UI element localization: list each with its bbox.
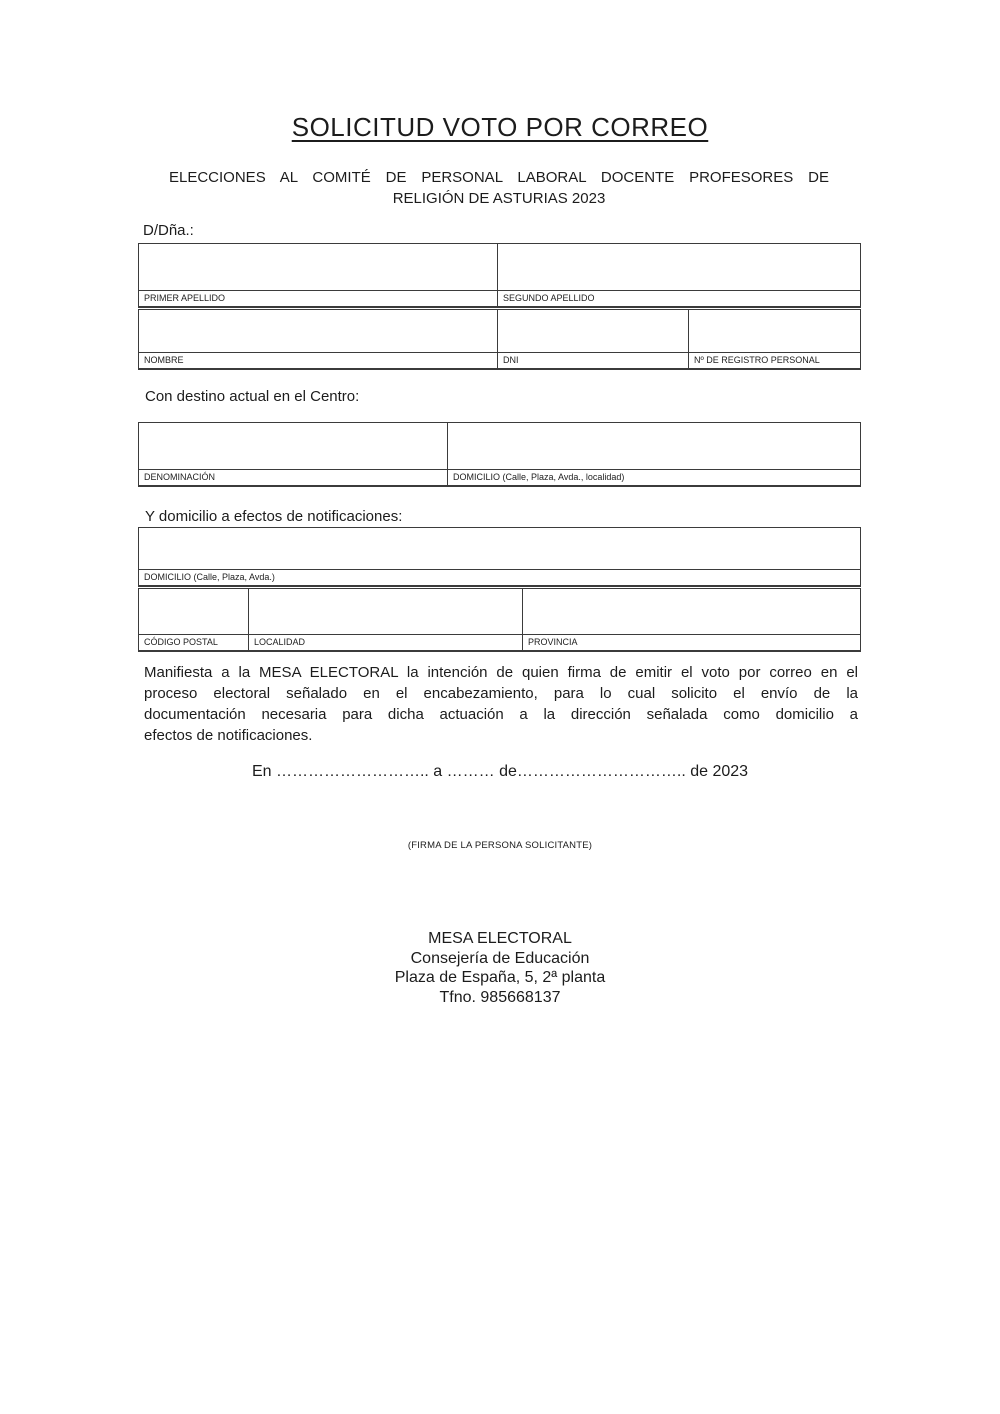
date-fill-in-line: En ……………………….. a ……… de………………………….. de 2023 — [251, 763, 749, 780]
segundo-apellido-label: SEGUNDO APELLIDO — [498, 291, 861, 308]
primer-apellido-label: PRIMER APELLIDO — [139, 291, 498, 308]
applicant-surname-table — [138, 243, 861, 308]
dni-input[interactable] — [498, 310, 689, 353]
declaration-line: efectos de notificaciones. — [144, 727, 313, 744]
dni-label: DNI — [498, 353, 689, 370]
footer-line-mesa: MESA ELECTORAL — [428, 930, 572, 947]
declaration-line: Manifiesta a la MESA ELECTORAL la intención de quien firma de emitir el voto por correo en el — [144, 664, 858, 681]
notif-domicilio-input[interactable] — [139, 528, 861, 570]
footer-line-address: Plaza de España, 5, 2ª planta — [394, 969, 606, 986]
num-registro-label: Nº DE REGISTRO PERSONAL — [689, 353, 861, 370]
codigo-postal-label: CÓDIGO POSTAL — [139, 635, 249, 652]
declaration-line: proceso electoral señalado en el encabezamiento, para lo cual solicito el envío de la — [144, 685, 858, 702]
applicant-name-table — [138, 309, 861, 370]
localidad-input[interactable] — [249, 589, 523, 635]
centro-table — [138, 422, 861, 487]
page-subtitle — [169, 167, 829, 209]
notif-domicilio-label: DOMICILIO (Calle, Plaza, Avda.) — [139, 570, 861, 587]
applicant-intro-label: D/Dña.: — [143, 222, 194, 239]
centro-heading: Con destino actual en el Centro: — [145, 388, 360, 405]
declaration-paragraph — [144, 662, 858, 746]
declaration-line: documentación necesaria para dicha actuación a la dirección señalada como domicilio a — [144, 706, 858, 723]
footer-line-phone: Tfno. 985668137 — [439, 988, 561, 1006]
notificaciones-heading: Y domicilio a efectos de notificaciones: — [145, 508, 403, 525]
notif-domicilio-table — [138, 527, 861, 587]
localidad-label: LOCALIDAD — [249, 635, 523, 652]
page-title: SOLICITUD VOTO POR CORREO — [291, 112, 709, 142]
provincia-label: PROVINCIA — [523, 635, 861, 652]
signature-caption: (FIRMA DE LA PERSONA SOLICITANTE) — [407, 840, 593, 851]
denominacion-input[interactable] — [139, 423, 448, 470]
centro-domicilio-label: DOMICILIO (Calle, Plaza, Avda., localidad) — [448, 470, 861, 487]
primer-apellido-input[interactable] — [139, 244, 498, 291]
footer-address-block — [0, 929, 1000, 1007]
subtitle-line-2: RELIGIÓN DE ASTURIAS 2023 — [392, 190, 606, 207]
num-registro-input[interactable] — [689, 310, 861, 353]
footer-line-consejeria: Consejería de Educación — [410, 949, 590, 967]
nombre-label: NOMBRE — [139, 353, 498, 370]
nombre-input[interactable] — [139, 310, 498, 353]
subtitle-line-1: ELECCIONES AL COMITÉ DE PERSONAL LABORAL DOCENTE PROFESORES DE — [169, 169, 829, 186]
denominacion-label: DENOMINACIÓN — [139, 470, 448, 487]
codigo-postal-input[interactable] — [139, 589, 249, 635]
provincia-input[interactable] — [523, 589, 861, 635]
centro-domicilio-input[interactable] — [448, 423, 861, 470]
segundo-apellido-input[interactable] — [498, 244, 861, 291]
notif-locality-table — [138, 588, 861, 652]
